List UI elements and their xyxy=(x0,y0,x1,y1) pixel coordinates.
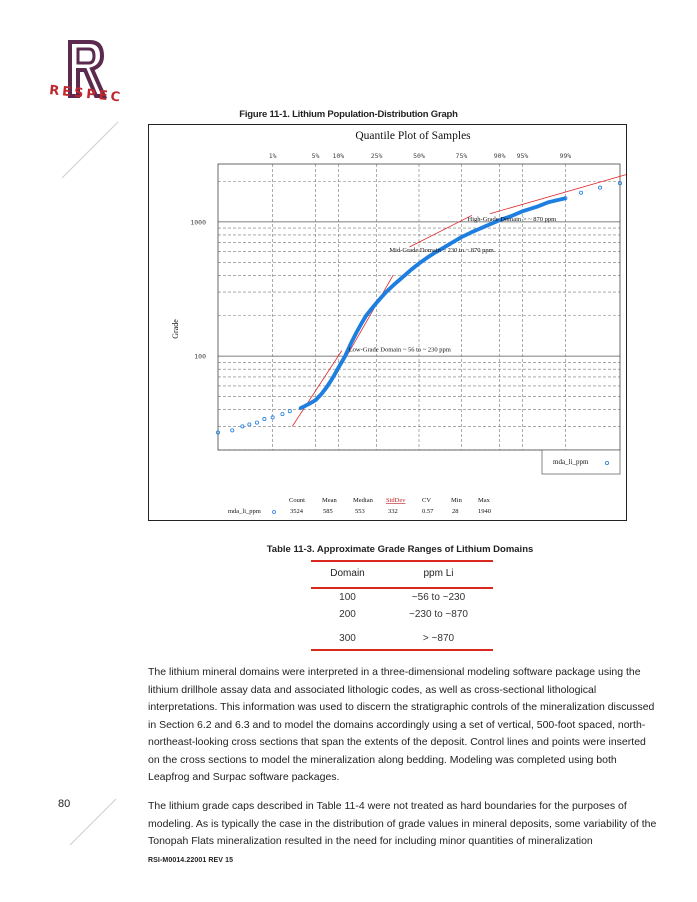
domain-annotation: Low-Grade Domain ~ 56 to ~ 230 ppm xyxy=(348,346,451,354)
table-row xyxy=(311,606,493,623)
table-cell: 200 xyxy=(339,609,356,620)
stat-value: 1940 xyxy=(478,508,491,515)
y-tick-label: 100 xyxy=(194,352,206,361)
table-header-row xyxy=(311,561,493,588)
stat-value: 3524 xyxy=(290,508,303,515)
y-tick-label: 1000 xyxy=(190,218,206,227)
x-tick-label: 10% xyxy=(332,152,345,160)
stat-series-label: mda_li_ppm xyxy=(228,508,261,515)
table-cell: 300 xyxy=(311,623,384,650)
stat-header: Mean xyxy=(322,497,337,504)
legend-label: mda_li_ppm xyxy=(553,458,589,466)
stat-value: 0.57 xyxy=(422,508,434,515)
grade-ranges-table xyxy=(311,560,493,651)
quantile-plot xyxy=(148,124,627,521)
chart-title: Quantile Plot of Samples xyxy=(355,130,471,142)
figure-caption: Figure 11-1. Lithium Population-Distribution Graph xyxy=(239,109,458,120)
stat-value: 28 xyxy=(452,508,459,515)
page-number: 80 xyxy=(58,798,71,810)
table-caption: Table 11-3. Approximate Grade Ranges of Lithium Domains xyxy=(266,544,534,555)
table-cell: ~230 to ~870 xyxy=(409,609,468,620)
table-cell: > ~870 xyxy=(384,623,493,650)
x-tick-label: 1% xyxy=(268,152,277,160)
stat-header: CV xyxy=(422,497,432,504)
x-tick-label: 50% xyxy=(413,152,425,160)
body-paragraph: The lithium mineral domains were interpreted in a three-dimensional modeling software package using the lithium drillhole assay data and associated lithologic codes, as well as cross-sectional lithological interpretations. This information was used to discern the stratigraphic controls of the mineralization discussed in Section 6.2 and 6.3 and to model the domains accordingly using a set of vertical, 500-foot spaced, north-northeast-looking cross sections that span the extents of the deposit. Control lines and points were inserted on the cross sections to model the mineralization along bedding. Modeling was completed using both Leapfrog and Surpac software packages. xyxy=(148,666,655,783)
column-header: ppm Li xyxy=(384,561,493,588)
x-tick-label: 99% xyxy=(559,152,572,160)
stat-header: StdDev xyxy=(386,497,406,504)
x-tick-label: 90% xyxy=(493,152,506,160)
stat-header: Count xyxy=(289,497,305,504)
stat-header: Min xyxy=(451,497,462,504)
column-header: Domain xyxy=(311,561,384,588)
body-paragraph: The lithium grade caps described in Table 11-4 were not treated as hard boundaries for the purposes of modeling. As is typically the case in the distribution of grade values in mineral deposits, some variability of the Tonopah Flats mineralization resulted in the need for including minor quantities of mineralization xyxy=(148,800,657,847)
stat-value: 553 xyxy=(355,508,365,515)
stat-header: Max xyxy=(478,497,490,504)
x-tick-label: 25% xyxy=(370,152,383,160)
domain-annotation: High-Grade Domain > ~ 870 ppm xyxy=(467,215,557,223)
stat-value: 585 xyxy=(323,508,333,515)
x-tick-label: 75% xyxy=(455,152,468,160)
stat-value: 332 xyxy=(388,508,398,515)
table-row xyxy=(311,623,493,650)
table-row xyxy=(311,588,493,606)
y-axis-label: Grade xyxy=(171,319,180,339)
document-code: RSI-M0014.22001 REV 15 xyxy=(148,857,234,864)
table-cell: 100 xyxy=(339,592,356,603)
table-cell: ~56 to ~230 xyxy=(411,592,466,603)
logo-wordmark: RESPEC xyxy=(48,83,124,106)
decorative-line xyxy=(60,120,120,180)
x-tick-label: 5% xyxy=(311,152,320,160)
domain-annotation: Mid-Grade Domain ~ 230 to ~ 870 ppm xyxy=(389,247,494,255)
x-tick-label: 95% xyxy=(516,152,529,160)
decorative-line xyxy=(68,797,118,847)
stat-header: Median xyxy=(353,497,373,504)
